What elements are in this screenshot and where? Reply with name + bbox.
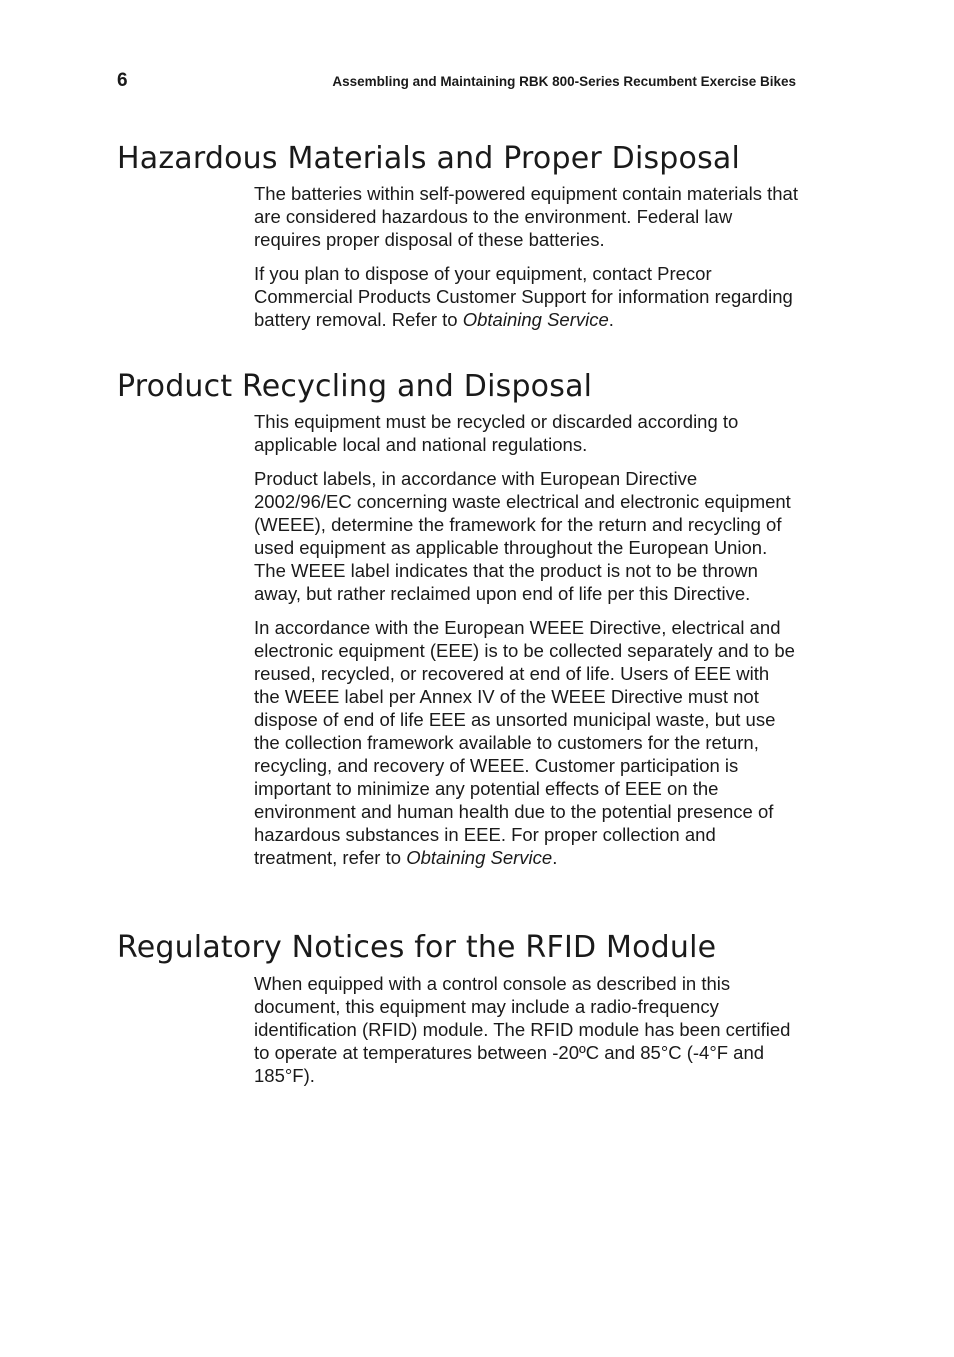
- paragraph: [254, 410, 798, 456]
- section-body: [254, 410, 798, 880]
- page-number: 6: [117, 70, 128, 91]
- section-body: [254, 972, 798, 1098]
- section-heading: Product Recycling and Disposal: [117, 369, 593, 404]
- paragraph-text: This equipment must be recycled or discarded according to applicable local and national regulations.: [254, 411, 739, 455]
- paragraph: [254, 467, 798, 605]
- section-body: [254, 182, 798, 342]
- cross-reference-link[interactable]: Obtaining Service: [462, 309, 609, 330]
- paragraph: [254, 972, 798, 1087]
- paragraph-text: When equipped with a control console as described in this document, this equipment may include a radio-frequency identification (RFID) module. The RFID module has been certified to operate at temperatures between -20ºC and 85°C (-4°F and 185°F).: [254, 973, 791, 1086]
- paragraph-text: The batteries within self-powered equipment contain materials that are considered hazardous to the environment. Federal law requires proper disposal of these batteries.: [254, 183, 798, 250]
- paragraph: [254, 616, 798, 869]
- cross-reference-link[interactable]: Obtaining Service: [406, 847, 553, 868]
- running-header-title: Assembling and Maintaining RBK 800-Series Recumbent Exercise Bikes: [332, 74, 796, 89]
- section-heading: Hazardous Materials and Proper Disposal: [117, 141, 741, 176]
- paragraph: [254, 182, 798, 251]
- paragraph-text: Product labels, in accordance with European Directive 2002/96/EC concerning waste electrical and electronic equipment (WEEE), determine the framework for the return and recycling of used equipment as applicable throughout the European Union. The WEEE label indicates that the product is not to be thrown away, but rather reclaimed upon end of life per this Directive.: [254, 468, 791, 604]
- paragraph: [254, 262, 798, 331]
- paragraph-tail: .: [552, 847, 558, 868]
- section-heading: Regulatory Notices for the RFID Module: [117, 930, 717, 965]
- paragraph-tail: .: [608, 309, 614, 330]
- paragraph-text: If you plan to dispose of your equipment, contact Precor Commercial Products Customer Support for information regarding battery removal. Refer to: [254, 263, 793, 330]
- paragraph-text: In accordance with the European WEEE Directive, electrical and electronic equipment (EEE) is to be collected separately and to be reused, recycled, or recovered at end of life. Users of EEE with the WEEE label per Annex IV of the WEEE Directive must not dispose of end of life EEE as unsorted municipal waste, but use the collection framework available to customers for the return, recycling, and recovery of WEEE. Customer participation is important to minimize any potential effects of EEE on the environment and human health due to the potential presence of hazardous substances in EEE. For proper collection and treatment, refer to: [254, 617, 795, 868]
